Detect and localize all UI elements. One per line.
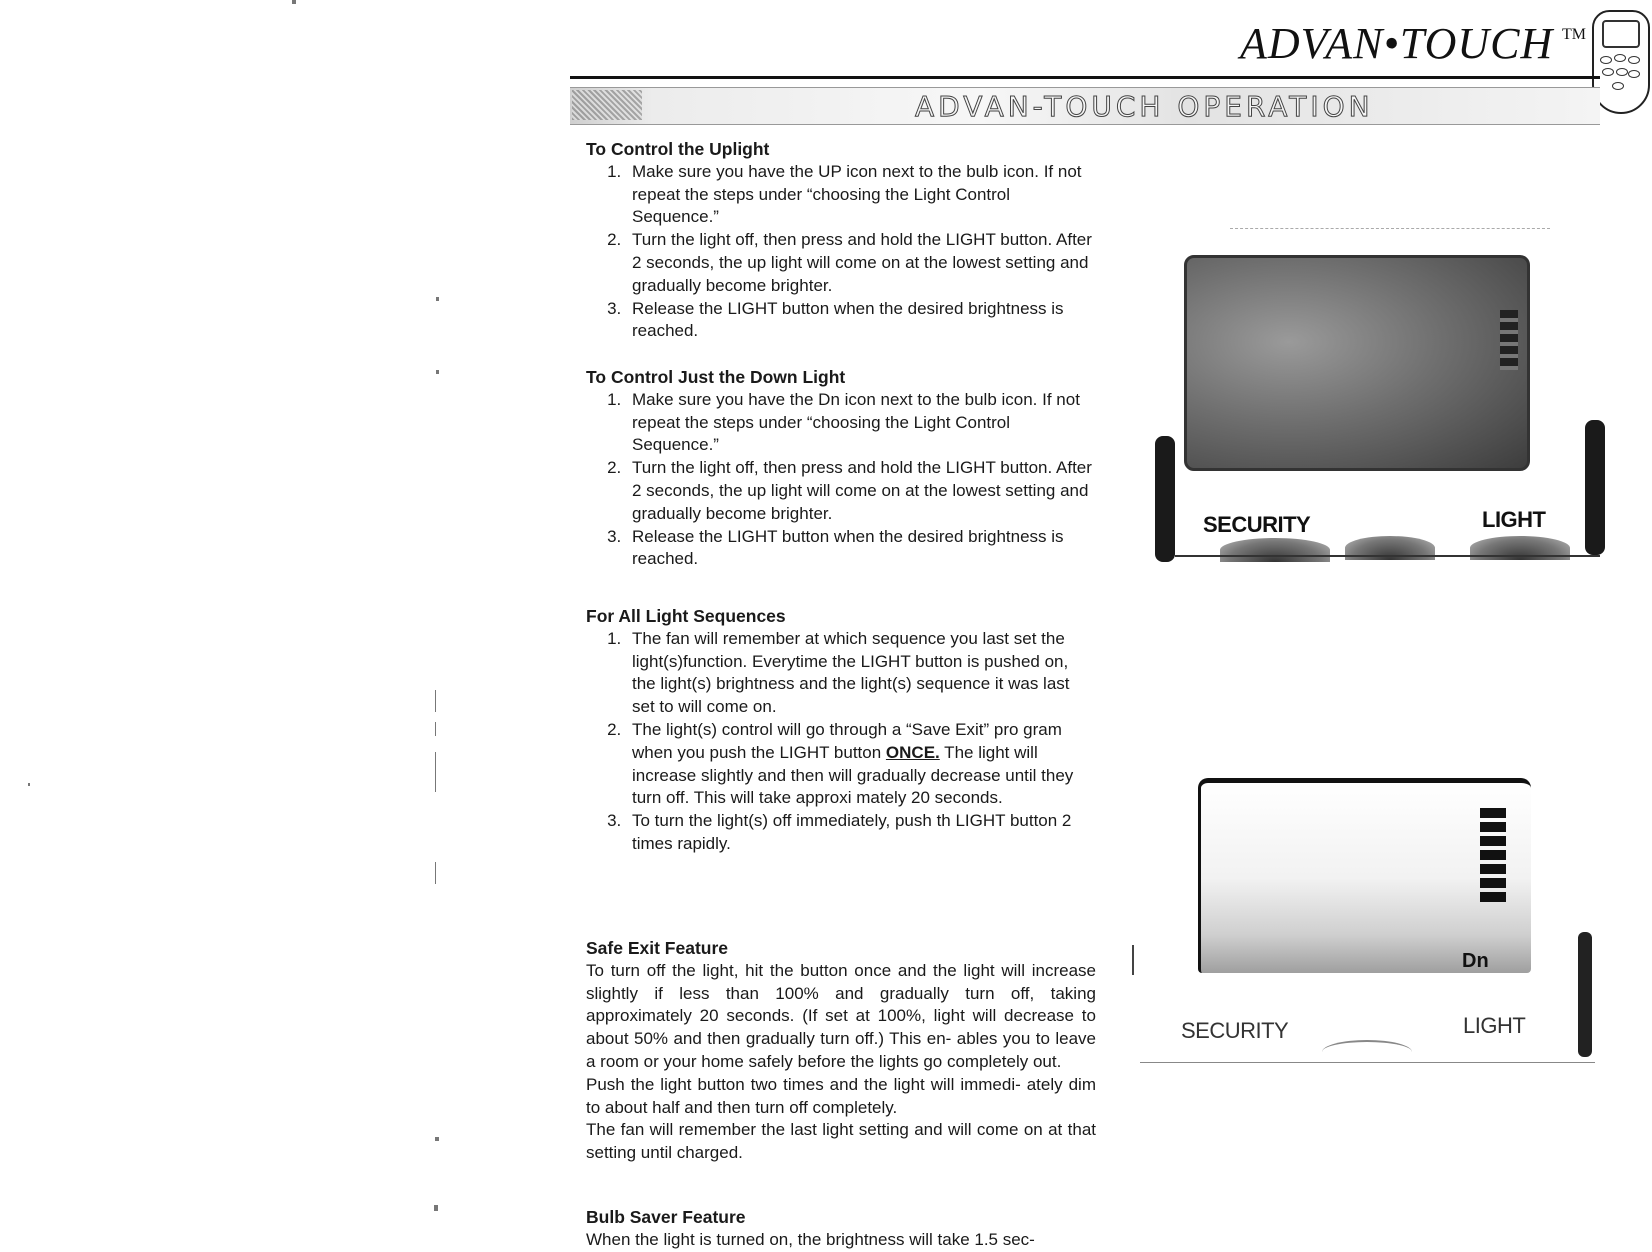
safe-exit-section	[586, 937, 1096, 1165]
trademark-mark: TM	[1562, 26, 1586, 43]
light-label: LIGHT	[1482, 507, 1546, 532]
step-item: 1. The fan will remember at which sequence you last set the light(s)function. Everytime the LIGHT button is pushed on, the light(s) brightness and the light(s) sequence it was last set to will come on.	[626, 628, 1096, 719]
step-item: 1. Make sure you have the UP icon next to the bulb icon. If not repeat the steps under “choosing the Light Control Sequence.”	[626, 161, 1096, 229]
step-text: The light(s) control will go through a “Save Exit” pro gram when you push the LIGHT button	[632, 719, 1062, 762]
section-heading: Bulb Saver Feature	[586, 1207, 746, 1227]
paragraph: Push the light button two times and the light will immedi- ately dim to about half and then turn off completely.	[586, 1074, 1096, 1117]
section-heading: To Control Just the Down Light	[586, 367, 846, 387]
step-item: 3. Release the LIGHT button when the desired brightness is reached.	[626, 298, 1096, 344]
paragraph: When the light is turned on, the brightness will take 1.5 sec-	[586, 1229, 1035, 1249]
bulb-saver-section	[586, 1206, 1096, 1252]
scan-speck	[434, 1205, 438, 1211]
scan-speck	[436, 370, 439, 374]
step-list	[586, 161, 1096, 343]
section-heading: Safe Exit Feature	[586, 938, 728, 958]
brand-name: ADVAN•TOUCH	[1240, 19, 1554, 68]
middle-button-outline	[1322, 1040, 1412, 1064]
brightness-bars	[1480, 808, 1506, 906]
security-label: SECURITY	[1203, 512, 1311, 537]
scan-speck	[28, 783, 30, 786]
scan-speck	[292, 0, 296, 4]
step-list	[586, 628, 1096, 856]
scan-speck	[435, 862, 436, 884]
security-label: SECURITY	[1181, 1018, 1289, 1043]
remote-control-icon	[1592, 10, 1650, 114]
section-title: ADVAN-TOUCH OPERATION	[915, 90, 1374, 123]
paragraph: The fan will remember the last light setting and will come on at that setting until charged.	[586, 1120, 1096, 1163]
step-item: 3. To turn the light(s) off immediately, push th LIGHT button 2 times rapidly.	[626, 810, 1096, 856]
downlight-section	[586, 366, 1096, 571]
scan-speck	[435, 690, 436, 712]
step-item: 2. Turn the light off, then press and hold the LIGHT button. After 2 seconds, the up light will come on at the lowest setting and gradually become brighter.	[626, 229, 1096, 297]
scan-speck	[436, 297, 439, 301]
scan-speck	[435, 1137, 439, 1141]
paragraph: To turn off the light, hit the button once and the light will increase slightly if less than 100% and gradually turn off, taking approximately 20 seconds. (If set at 100%, light will decrease to about 50% and then gradually turn off.) This en- ables you to leave a room or your home safely before the lights go completely out.	[586, 960, 1096, 1071]
section-title-bar	[570, 87, 1600, 125]
scan-speck	[435, 722, 436, 736]
step-item: 3. Release the LIGHT button when the desired brightness is reached.	[626, 526, 1096, 572]
step-list	[586, 389, 1096, 571]
step-item: 2. Turn the light off, then press and hold the LIGHT button. After 2 seconds, the up light will come on at the lowest setting and gradually become brighter.	[626, 457, 1096, 525]
light-label: LIGHT	[1463, 1013, 1526, 1038]
scan-speck	[435, 752, 436, 792]
emphasis-once: ONCE.	[885, 742, 940, 762]
step-text-tail: The light will increase slightly and then will gradually decrease until they turn off. This will take approxi mately 20 seconds.	[632, 742, 1074, 808]
step-item: 1. Make sure you have the Dn icon next to the bulb icon. If not repeat the steps under “choosing the Light Control Sequence.”	[626, 389, 1096, 457]
section-heading: To Control the Uplight	[586, 139, 770, 159]
all-sequences-section	[586, 605, 1096, 856]
step-item	[626, 719, 1096, 810]
section-heading: For All Light Sequences	[586, 606, 786, 626]
security-button	[1220, 538, 1330, 562]
brand-logo	[1240, 18, 1586, 78]
header-rule	[570, 76, 1600, 79]
lcd-screen-top	[1184, 255, 1530, 471]
uplight-section	[586, 138, 1096, 343]
dn-indicator: Dn	[1462, 950, 1489, 972]
